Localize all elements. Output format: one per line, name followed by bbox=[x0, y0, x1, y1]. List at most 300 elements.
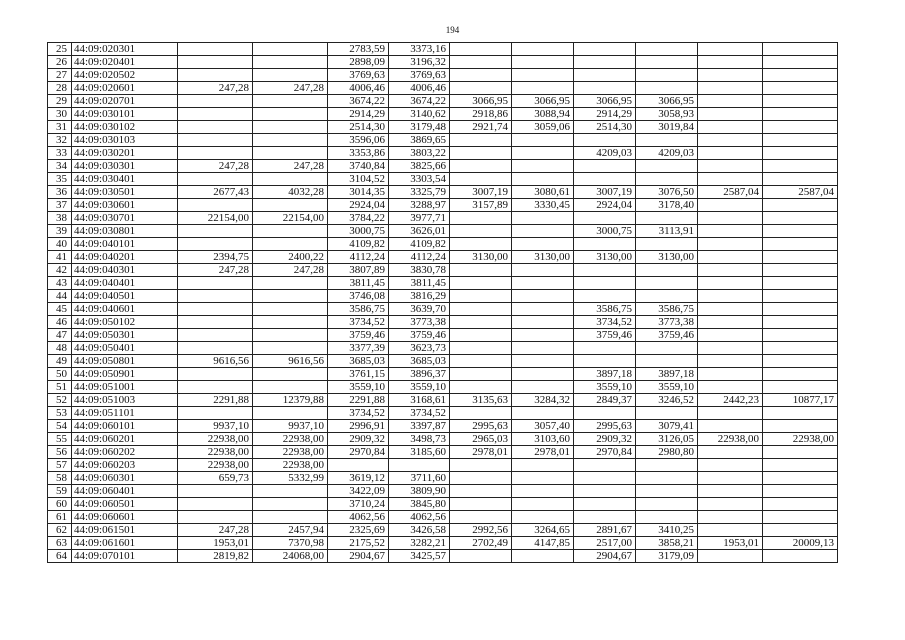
cell-col-3 bbox=[178, 173, 253, 186]
cell-col-5: 2783,59 bbox=[328, 43, 389, 56]
cell-cadastral-code: 44:09:050801 bbox=[72, 355, 178, 368]
cell-row-number: 63 bbox=[48, 537, 72, 550]
table-row bbox=[48, 472, 838, 485]
cell-cadastral-code: 44:09:060203 bbox=[72, 459, 178, 472]
cell-cadastral-code: 44:09:060202 bbox=[72, 446, 178, 459]
cell-col-4: 9616,56 bbox=[253, 355, 328, 368]
cell-col-9: 3007,19 bbox=[574, 186, 636, 199]
cell-col-10: 3113,91 bbox=[636, 225, 698, 238]
cell-col-5: 3422,09 bbox=[328, 485, 389, 498]
cell-col-8 bbox=[512, 290, 574, 303]
cell-col-9 bbox=[574, 160, 636, 173]
cell-col-12 bbox=[763, 108, 838, 121]
cell-col-12 bbox=[763, 147, 838, 160]
cell-col-9: 3586,75 bbox=[574, 303, 636, 316]
cell-col-12 bbox=[763, 342, 838, 355]
cell-col-12 bbox=[763, 69, 838, 82]
cell-col-9: 2970,84 bbox=[574, 446, 636, 459]
cell-col-9 bbox=[574, 485, 636, 498]
cell-col-12: 20009,13 bbox=[763, 537, 838, 550]
cell-col-6: 3769,63 bbox=[389, 69, 450, 82]
cell-col-10 bbox=[636, 238, 698, 251]
cell-col-3: 9937,10 bbox=[178, 420, 253, 433]
cell-col-11 bbox=[698, 82, 763, 95]
table-row bbox=[48, 381, 838, 394]
cell-col-8: 3080,61 bbox=[512, 186, 574, 199]
cell-col-6: 3623,73 bbox=[389, 342, 450, 355]
cell-col-10 bbox=[636, 511, 698, 524]
cell-col-6 bbox=[389, 459, 450, 472]
cell-col-4: 247,28 bbox=[253, 82, 328, 95]
cell-col-9 bbox=[574, 355, 636, 368]
cell-col-5: 3734,52 bbox=[328, 407, 389, 420]
cell-col-3 bbox=[178, 225, 253, 238]
cell-col-12 bbox=[763, 407, 838, 420]
cell-col-4 bbox=[253, 121, 328, 134]
cell-col-5: 3353,86 bbox=[328, 147, 389, 160]
cell-col-5: 3586,75 bbox=[328, 303, 389, 316]
cell-col-11 bbox=[698, 420, 763, 433]
cell-row-number: 53 bbox=[48, 407, 72, 420]
cell-row-number: 57 bbox=[48, 459, 72, 472]
cell-col-8 bbox=[512, 134, 574, 147]
cell-col-6: 3426,58 bbox=[389, 524, 450, 537]
table-row bbox=[48, 433, 838, 446]
cell-col-8 bbox=[512, 173, 574, 186]
cell-row-number: 41 bbox=[48, 251, 72, 264]
cell-cadastral-code: 44:09:050901 bbox=[72, 368, 178, 381]
data-table bbox=[47, 42, 838, 563]
cell-row-number: 47 bbox=[48, 329, 72, 342]
cell-col-11 bbox=[698, 329, 763, 342]
cell-col-5: 2514,30 bbox=[328, 121, 389, 134]
cell-col-8 bbox=[512, 329, 574, 342]
cell-col-4 bbox=[253, 303, 328, 316]
cell-col-7 bbox=[450, 290, 512, 303]
cell-col-10 bbox=[636, 82, 698, 95]
cell-cadastral-code: 44:09:030301 bbox=[72, 160, 178, 173]
cell-cadastral-code: 44:09:030401 bbox=[72, 173, 178, 186]
cell-col-12 bbox=[763, 290, 838, 303]
cell-col-11 bbox=[698, 485, 763, 498]
cell-col-11: 2442,23 bbox=[698, 394, 763, 407]
cell-col-5: 3619,12 bbox=[328, 472, 389, 485]
cell-col-5: 2325,69 bbox=[328, 524, 389, 537]
cell-col-10 bbox=[636, 459, 698, 472]
cell-col-3: 247,28 bbox=[178, 524, 253, 537]
cell-col-10: 3410,25 bbox=[636, 524, 698, 537]
cell-col-4: 247,28 bbox=[253, 160, 328, 173]
cell-col-7: 2978,01 bbox=[450, 446, 512, 459]
cell-col-8 bbox=[512, 316, 574, 329]
cell-col-3 bbox=[178, 511, 253, 524]
cell-col-6: 3140,62 bbox=[389, 108, 450, 121]
cell-col-4 bbox=[253, 381, 328, 394]
cell-col-8 bbox=[512, 147, 574, 160]
cell-col-9 bbox=[574, 459, 636, 472]
cell-col-7: 3007,19 bbox=[450, 186, 512, 199]
cell-col-12 bbox=[763, 199, 838, 212]
cell-col-4 bbox=[253, 329, 328, 342]
cell-col-8: 3103,60 bbox=[512, 433, 574, 446]
cell-col-6: 3803,22 bbox=[389, 147, 450, 160]
cell-col-12 bbox=[763, 95, 838, 108]
cell-col-5: 3811,45 bbox=[328, 277, 389, 290]
cell-col-3: 22938,00 bbox=[178, 446, 253, 459]
cell-cadastral-code: 44:09:030103 bbox=[72, 134, 178, 147]
cell-col-6: 3373,16 bbox=[389, 43, 450, 56]
cell-col-4 bbox=[253, 511, 328, 524]
cell-col-12 bbox=[763, 173, 838, 186]
cell-col-12 bbox=[763, 121, 838, 134]
cell-col-12 bbox=[763, 459, 838, 472]
cell-col-12 bbox=[763, 238, 838, 251]
cell-col-3 bbox=[178, 56, 253, 69]
cell-col-6: 4062,56 bbox=[389, 511, 450, 524]
cell-col-4 bbox=[253, 485, 328, 498]
cell-cadastral-code: 44:09:060601 bbox=[72, 511, 178, 524]
cell-col-8 bbox=[512, 472, 574, 485]
cell-cadastral-code: 44:09:020301 bbox=[72, 43, 178, 56]
cell-col-3 bbox=[178, 381, 253, 394]
table-row bbox=[48, 459, 838, 472]
cell-col-7 bbox=[450, 264, 512, 277]
cell-cadastral-code: 44:09:040201 bbox=[72, 251, 178, 264]
cell-col-8: 3059,06 bbox=[512, 121, 574, 134]
cell-col-6: 3977,71 bbox=[389, 212, 450, 225]
cell-col-10: 3246,52 bbox=[636, 394, 698, 407]
cell-row-number: 31 bbox=[48, 121, 72, 134]
cell-col-10 bbox=[636, 472, 698, 485]
cell-col-9 bbox=[574, 498, 636, 511]
cell-col-11: 22938,00 bbox=[698, 433, 763, 446]
cell-row-number: 46 bbox=[48, 316, 72, 329]
table-row bbox=[48, 251, 838, 264]
cell-col-4: 4032,28 bbox=[253, 186, 328, 199]
cell-col-9: 2517,00 bbox=[574, 537, 636, 550]
cell-col-8: 3066,95 bbox=[512, 95, 574, 108]
cell-col-8 bbox=[512, 342, 574, 355]
table-row bbox=[48, 108, 838, 121]
cell-col-8 bbox=[512, 355, 574, 368]
cell-col-5: 3685,03 bbox=[328, 355, 389, 368]
cell-row-number: 33 bbox=[48, 147, 72, 160]
cell-col-5: 3740,84 bbox=[328, 160, 389, 173]
cell-col-10: 3773,38 bbox=[636, 316, 698, 329]
cell-col-10: 3079,41 bbox=[636, 420, 698, 433]
cell-col-8 bbox=[512, 225, 574, 238]
cell-col-3: 659,73 bbox=[178, 472, 253, 485]
table-row bbox=[48, 290, 838, 303]
cell-col-9: 2914,29 bbox=[574, 108, 636, 121]
cell-col-7: 3130,00 bbox=[450, 251, 512, 264]
cell-col-8 bbox=[512, 511, 574, 524]
cell-col-4: 22154,00 bbox=[253, 212, 328, 225]
cell-col-8 bbox=[512, 550, 574, 563]
cell-col-5: 2996,91 bbox=[328, 420, 389, 433]
cell-col-4 bbox=[253, 43, 328, 56]
cell-col-11 bbox=[698, 381, 763, 394]
cell-col-5: 2291,88 bbox=[328, 394, 389, 407]
cell-row-number: 56 bbox=[48, 446, 72, 459]
cell-col-12 bbox=[763, 277, 838, 290]
cell-col-7 bbox=[450, 82, 512, 95]
cell-col-9 bbox=[574, 56, 636, 69]
cell-col-9: 2891,67 bbox=[574, 524, 636, 537]
cell-row-number: 58 bbox=[48, 472, 72, 485]
cell-row-number: 44 bbox=[48, 290, 72, 303]
cell-col-8: 3057,40 bbox=[512, 420, 574, 433]
cell-col-10: 3858,21 bbox=[636, 537, 698, 550]
cell-cadastral-code: 44:09:020601 bbox=[72, 82, 178, 95]
cell-col-12 bbox=[763, 355, 838, 368]
cell-col-3: 247,28 bbox=[178, 160, 253, 173]
cell-col-10: 2980,80 bbox=[636, 446, 698, 459]
cell-col-6: 3896,37 bbox=[389, 368, 450, 381]
cell-col-4 bbox=[253, 134, 328, 147]
table-row bbox=[48, 537, 838, 550]
cell-col-11 bbox=[698, 446, 763, 459]
table-row bbox=[48, 420, 838, 433]
cell-col-4: 247,28 bbox=[253, 264, 328, 277]
cell-col-9: 3734,52 bbox=[574, 316, 636, 329]
cell-col-9 bbox=[574, 342, 636, 355]
cell-row-number: 49 bbox=[48, 355, 72, 368]
cell-col-9 bbox=[574, 264, 636, 277]
cell-row-number: 60 bbox=[48, 498, 72, 511]
cell-col-11 bbox=[698, 459, 763, 472]
cell-col-4 bbox=[253, 238, 328, 251]
cell-col-10 bbox=[636, 69, 698, 82]
cell-col-3 bbox=[178, 407, 253, 420]
cell-col-9 bbox=[574, 407, 636, 420]
cell-col-10 bbox=[636, 134, 698, 147]
table-row bbox=[48, 303, 838, 316]
cell-col-9: 2904,67 bbox=[574, 550, 636, 563]
cell-col-7 bbox=[450, 303, 512, 316]
cell-col-11 bbox=[698, 225, 763, 238]
cell-cadastral-code: 44:09:030101 bbox=[72, 108, 178, 121]
cell-col-12 bbox=[763, 446, 838, 459]
cell-row-number: 35 bbox=[48, 173, 72, 186]
cell-row-number: 25 bbox=[48, 43, 72, 56]
cell-cadastral-code: 44:09:061501 bbox=[72, 524, 178, 537]
table-row bbox=[48, 160, 838, 173]
cell-col-7: 3066,95 bbox=[450, 95, 512, 108]
cell-col-9: 3130,00 bbox=[574, 251, 636, 264]
cell-col-7: 2965,03 bbox=[450, 433, 512, 446]
cell-cadastral-code: 44:09:060101 bbox=[72, 420, 178, 433]
cell-col-8: 2978,01 bbox=[512, 446, 574, 459]
cell-row-number: 48 bbox=[48, 342, 72, 355]
cell-col-11 bbox=[698, 342, 763, 355]
cell-col-10 bbox=[636, 264, 698, 277]
cell-col-7 bbox=[450, 147, 512, 160]
cell-col-6: 4112,24 bbox=[389, 251, 450, 264]
cell-col-7: 2918,86 bbox=[450, 108, 512, 121]
cell-col-8 bbox=[512, 407, 574, 420]
cell-col-8 bbox=[512, 303, 574, 316]
cell-col-7 bbox=[450, 277, 512, 290]
cell-col-6: 3196,32 bbox=[389, 56, 450, 69]
cell-col-12 bbox=[763, 134, 838, 147]
cell-col-7 bbox=[450, 459, 512, 472]
cell-col-7 bbox=[450, 329, 512, 342]
cell-col-11 bbox=[698, 212, 763, 225]
table-row bbox=[48, 394, 838, 407]
table-row bbox=[48, 212, 838, 225]
cell-col-4 bbox=[253, 147, 328, 160]
cell-col-12 bbox=[763, 550, 838, 563]
cell-col-9: 3897,18 bbox=[574, 368, 636, 381]
cell-col-10 bbox=[636, 212, 698, 225]
cell-col-11 bbox=[698, 108, 763, 121]
page-number: 194 bbox=[445, 25, 460, 35]
cell-col-7 bbox=[450, 368, 512, 381]
cell-col-4 bbox=[253, 108, 328, 121]
cell-col-4: 7370,98 bbox=[253, 537, 328, 550]
table-row bbox=[48, 121, 838, 134]
cell-col-4 bbox=[253, 368, 328, 381]
cell-col-4: 2400,22 bbox=[253, 251, 328, 264]
cell-col-6: 3830,78 bbox=[389, 264, 450, 277]
cell-col-4 bbox=[253, 290, 328, 303]
cell-col-7 bbox=[450, 511, 512, 524]
cell-col-3 bbox=[178, 121, 253, 134]
cell-col-11 bbox=[698, 368, 763, 381]
cell-col-6: 3303,54 bbox=[389, 173, 450, 186]
cell-col-11 bbox=[698, 43, 763, 56]
table-row bbox=[48, 277, 838, 290]
table-row bbox=[48, 511, 838, 524]
table-row bbox=[48, 147, 838, 160]
cell-col-6: 3397,87 bbox=[389, 420, 450, 433]
table-row bbox=[48, 368, 838, 381]
cell-col-11 bbox=[698, 355, 763, 368]
cell-col-4 bbox=[253, 56, 328, 69]
cell-col-4: 22938,00 bbox=[253, 433, 328, 446]
cell-col-6: 3559,10 bbox=[389, 381, 450, 394]
cell-row-number: 37 bbox=[48, 199, 72, 212]
cell-col-7: 2702,49 bbox=[450, 537, 512, 550]
cell-col-11 bbox=[698, 511, 763, 524]
table-row bbox=[48, 446, 838, 459]
cell-col-12 bbox=[763, 225, 838, 238]
table-row bbox=[48, 342, 838, 355]
cell-col-10: 3130,00 bbox=[636, 251, 698, 264]
cell-col-5: 2924,04 bbox=[328, 199, 389, 212]
cell-cadastral-code: 44:09:040301 bbox=[72, 264, 178, 277]
cell-col-5: 2175,52 bbox=[328, 537, 389, 550]
cell-col-3 bbox=[178, 43, 253, 56]
cell-col-3 bbox=[178, 147, 253, 160]
cell-col-9 bbox=[574, 134, 636, 147]
table-row bbox=[48, 43, 838, 56]
cell-col-10 bbox=[636, 43, 698, 56]
cell-row-number: 39 bbox=[48, 225, 72, 238]
cell-row-number: 36 bbox=[48, 186, 72, 199]
cell-col-10 bbox=[636, 498, 698, 511]
cell-col-8 bbox=[512, 381, 574, 394]
cell-col-7 bbox=[450, 160, 512, 173]
cell-col-7 bbox=[450, 407, 512, 420]
cell-col-7 bbox=[450, 225, 512, 238]
cell-col-11 bbox=[698, 316, 763, 329]
cell-col-4 bbox=[253, 95, 328, 108]
cell-col-4: 9937,10 bbox=[253, 420, 328, 433]
cell-col-3: 247,28 bbox=[178, 82, 253, 95]
cell-col-7 bbox=[450, 238, 512, 251]
cell-row-number: 34 bbox=[48, 160, 72, 173]
cell-col-7: 2995,63 bbox=[450, 420, 512, 433]
cell-col-7 bbox=[450, 134, 512, 147]
cell-col-8 bbox=[512, 212, 574, 225]
table-row bbox=[48, 485, 838, 498]
cell-col-11 bbox=[698, 550, 763, 563]
cell-cadastral-code: 44:09:040101 bbox=[72, 238, 178, 251]
cell-col-10: 4209,03 bbox=[636, 147, 698, 160]
cell-col-6: 3179,48 bbox=[389, 121, 450, 134]
cell-cadastral-code: 44:09:030102 bbox=[72, 121, 178, 134]
cell-cadastral-code: 44:09:040501 bbox=[72, 290, 178, 303]
cell-cadastral-code: 44:09:061601 bbox=[72, 537, 178, 550]
cell-col-5: 3000,75 bbox=[328, 225, 389, 238]
cell-row-number: 38 bbox=[48, 212, 72, 225]
cell-row-number: 52 bbox=[48, 394, 72, 407]
cell-col-9: 2924,04 bbox=[574, 199, 636, 212]
cell-cadastral-code: 44:09:030501 bbox=[72, 186, 178, 199]
cell-cadastral-code: 44:09:051101 bbox=[72, 407, 178, 420]
cell-row-number: 45 bbox=[48, 303, 72, 316]
cell-col-9 bbox=[574, 212, 636, 225]
cell-col-7 bbox=[450, 56, 512, 69]
cell-col-10 bbox=[636, 485, 698, 498]
cell-col-9: 3000,75 bbox=[574, 225, 636, 238]
table-row bbox=[48, 355, 838, 368]
cell-col-11 bbox=[698, 472, 763, 485]
table-row bbox=[48, 238, 838, 251]
cell-col-10 bbox=[636, 290, 698, 303]
cell-col-7 bbox=[450, 472, 512, 485]
cell-col-5: 4062,56 bbox=[328, 511, 389, 524]
cell-col-6: 3639,70 bbox=[389, 303, 450, 316]
cell-cadastral-code: 44:09:030601 bbox=[72, 199, 178, 212]
cell-col-11 bbox=[698, 303, 763, 316]
cell-col-7 bbox=[450, 69, 512, 82]
cell-row-number: 51 bbox=[48, 381, 72, 394]
cell-row-number: 26 bbox=[48, 56, 72, 69]
cell-col-3 bbox=[178, 290, 253, 303]
cell-col-8 bbox=[512, 485, 574, 498]
cell-col-10: 3058,93 bbox=[636, 108, 698, 121]
cell-cadastral-code: 44:09:020701 bbox=[72, 95, 178, 108]
cell-col-8 bbox=[512, 82, 574, 95]
table-row bbox=[48, 56, 838, 69]
table-row bbox=[48, 82, 838, 95]
cell-col-4 bbox=[253, 225, 328, 238]
cell-col-7 bbox=[450, 381, 512, 394]
cell-col-5: 2909,32 bbox=[328, 433, 389, 446]
cell-col-6: 3282,21 bbox=[389, 537, 450, 550]
table-row bbox=[48, 498, 838, 511]
cell-col-12 bbox=[763, 43, 838, 56]
cell-cadastral-code: 44:09:051003 bbox=[72, 394, 178, 407]
cell-cadastral-code: 44:09:030701 bbox=[72, 212, 178, 225]
cell-col-9: 3759,46 bbox=[574, 329, 636, 342]
cell-col-8: 3130,00 bbox=[512, 251, 574, 264]
cell-col-3: 2291,88 bbox=[178, 394, 253, 407]
data-table-container bbox=[47, 42, 838, 563]
